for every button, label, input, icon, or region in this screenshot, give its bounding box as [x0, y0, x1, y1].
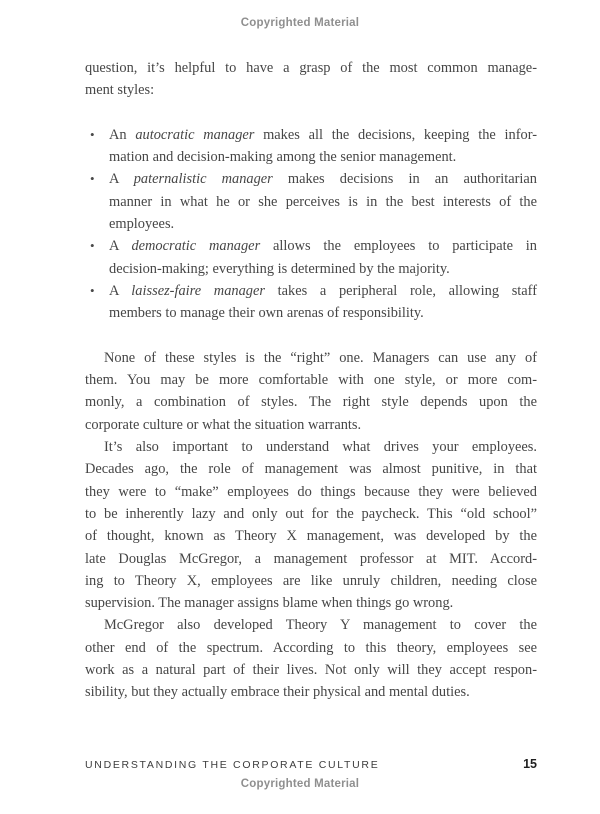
text-line: sibility, but they actually embrace their physical and mental duties.	[85, 684, 470, 701]
text-line: other end of the spectrum. According to this theory, employees see	[85, 639, 537, 656]
text-line: late Douglas McGregor, a management professor at MIT. Accord-	[85, 550, 537, 567]
page-footer	[85, 757, 537, 771]
list-item	[85, 280, 537, 325]
text-line: employees.	[109, 216, 175, 233]
bullet-list	[85, 124, 537, 325]
text-line: An autocratic manager makes all the decisions, keeping the infor-	[109, 126, 537, 143]
text-line: question, it’s helpful to have a grasp of the most common manage-	[85, 60, 537, 76]
text-line: manner in what he or she perceives is in the best interests of the	[109, 193, 537, 210]
paragraph-spacer	[85, 102, 537, 124]
list-item	[85, 124, 537, 169]
text-line: A paternalistic manager makes decisions in an authoritarian	[109, 171, 537, 188]
copyright-footer: Copyrighted Material	[240, 778, 360, 790]
text-line: It’s also important to understand what drives your employees.	[104, 439, 537, 456]
text-line: them. You may be more comfortable with one style, or more com-	[85, 372, 537, 389]
bullet-icon: •	[90, 238, 95, 254]
text-line: of thought, known as Theory X management, was developed by the	[85, 528, 537, 545]
text-line: A democratic manager allows the employees to participate in	[109, 238, 537, 255]
paragraph	[85, 347, 537, 436]
bullet-icon: •	[90, 171, 95, 187]
text-line: supervision. The manager assigns blame when things go wrong.	[85, 595, 454, 612]
text-line: ment styles:	[85, 82, 155, 99]
text-line: mation and decision-making among the senior management.	[109, 149, 457, 166]
text-line: Decades ago, the role of management was almost punitive, in that	[85, 461, 537, 478]
running-head: UNDERSTANDING THE CORPORATE CULTURE	[85, 759, 380, 771]
text-line: A laissez-faire manager takes a peripheral role, allowing staff	[109, 282, 538, 299]
paragraph	[85, 614, 537, 703]
text-line: they were to “make” employees do things because they were believed	[85, 483, 537, 500]
bullet-icon: •	[90, 126, 95, 142]
text-line: decision-making; everything is determined by the majority.	[109, 260, 450, 277]
text-line: to be inherently lazy and only out for the paycheck. This “old school”	[85, 505, 537, 522]
list-item	[85, 168, 537, 235]
page-number: 15	[523, 757, 537, 771]
body-text	[85, 57, 537, 704]
text-line: work as a natural part of their lives. Not only will they accept respon-	[85, 662, 537, 679]
paragraph	[85, 57, 537, 102]
bullet-icon: •	[90, 282, 95, 298]
text-line: McGregor also developed Theory Y management to cover the	[104, 617, 537, 634]
text-line: None of these styles is the “right” one. Managers can use any of	[104, 349, 537, 366]
copyright-header: Copyrighted Material	[240, 17, 360, 29]
text-line: monly, a combination of styles. The right style depends upon the	[85, 394, 537, 411]
text-line: ing to Theory X, employees are like unruly children, needing close	[85, 572, 537, 589]
text-line: members to manage their own arenas of responsibility.	[109, 305, 424, 322]
paragraph	[85, 436, 537, 614]
list-item	[85, 235, 537, 280]
text-line: corporate culture or what the situation warrants.	[85, 416, 362, 433]
paragraph-spacer	[85, 325, 537, 347]
